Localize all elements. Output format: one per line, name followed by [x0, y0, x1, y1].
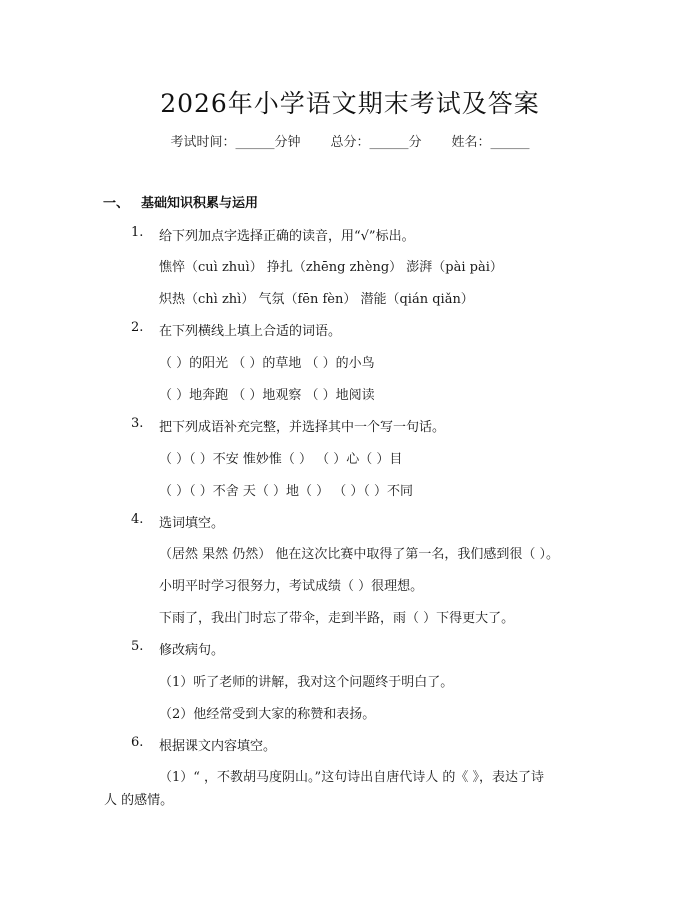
question-line: 小明平时学习很努力，考试成绩（ ）很理想。: [159, 579, 424, 594]
total-score-field: 总分：______分: [330, 135, 422, 150]
question-line: （ ）的阳光 （ ）的草地 （ ）的小鸟: [159, 356, 375, 371]
student-name-field: 姓名：______: [451, 135, 530, 150]
question-line: （1）听了老师的讲解，我对这个问题终于明白了。: [159, 675, 454, 690]
question-line: （居然 果然 仍然） 他在这次比赛中取得了第一名，我们感到很（ ）。: [159, 547, 560, 562]
question-line: （ ）（ ）不舍 天（ ）地（ ） （ ）（ ）不同: [159, 484, 414, 499]
question-text: 在下列横线上填上合适的词语。: [159, 324, 342, 339]
question-number: 6.: [131, 735, 144, 750]
question-line: （ ）（ ）不安 惟妙惟（ ） （ ）心（ ）目: [159, 452, 403, 467]
section-heading-1: [103, 192, 258, 211]
question-text: 修改病句。: [159, 643, 225, 658]
question-number: 1.: [131, 225, 144, 240]
question-text: 选词填空。: [159, 516, 225, 531]
question-line: 下雨了，我出门时忘了带伞，走到半路，雨（ ）下得更大了。: [159, 611, 515, 626]
question-text: 给下列加点字选择正确的读音，用“√”标出。: [159, 229, 415, 244]
section-number: 一、: [103, 196, 130, 211]
question-line: 炽热（chì zhì） 气氛（fēn fèn） 潜能（qián qiǎn）: [159, 292, 474, 307]
question-line: 憔悴（cuì zhuì） 挣扎（zhēng zhèng） 澎湃（pài pài）: [159, 260, 503, 275]
question-number: 3.: [131, 416, 144, 431]
page-title: 2026年小学语文期末考试及答案: [160, 89, 540, 118]
question-line: （1）“ ，不教胡马度阴山。”这句诗出自唐代诗人 的《 》，表达了诗: [159, 770, 544, 785]
question-line: （ ）地奔跑 （ ）地观察 （ ）地阅读: [159, 388, 375, 403]
question-number: 2.: [131, 320, 144, 335]
question-line: （2）他经常受到大家的称赞和表扬。: [159, 707, 376, 722]
question-number: 5.: [131, 639, 144, 654]
question-line-continued: 人 的感情。: [104, 793, 174, 808]
exam-time-field: 考试时间：______分钟: [170, 135, 301, 150]
question-text: 把下列成语补充完整，并选择其中一个写一句话。: [159, 420, 446, 435]
exam-info-line: [0, 131, 700, 150]
question-number: 4.: [131, 512, 144, 527]
question-text: 根据课文内容填空。: [159, 739, 277, 754]
section-label: 基础知识积累与运用: [141, 196, 259, 211]
